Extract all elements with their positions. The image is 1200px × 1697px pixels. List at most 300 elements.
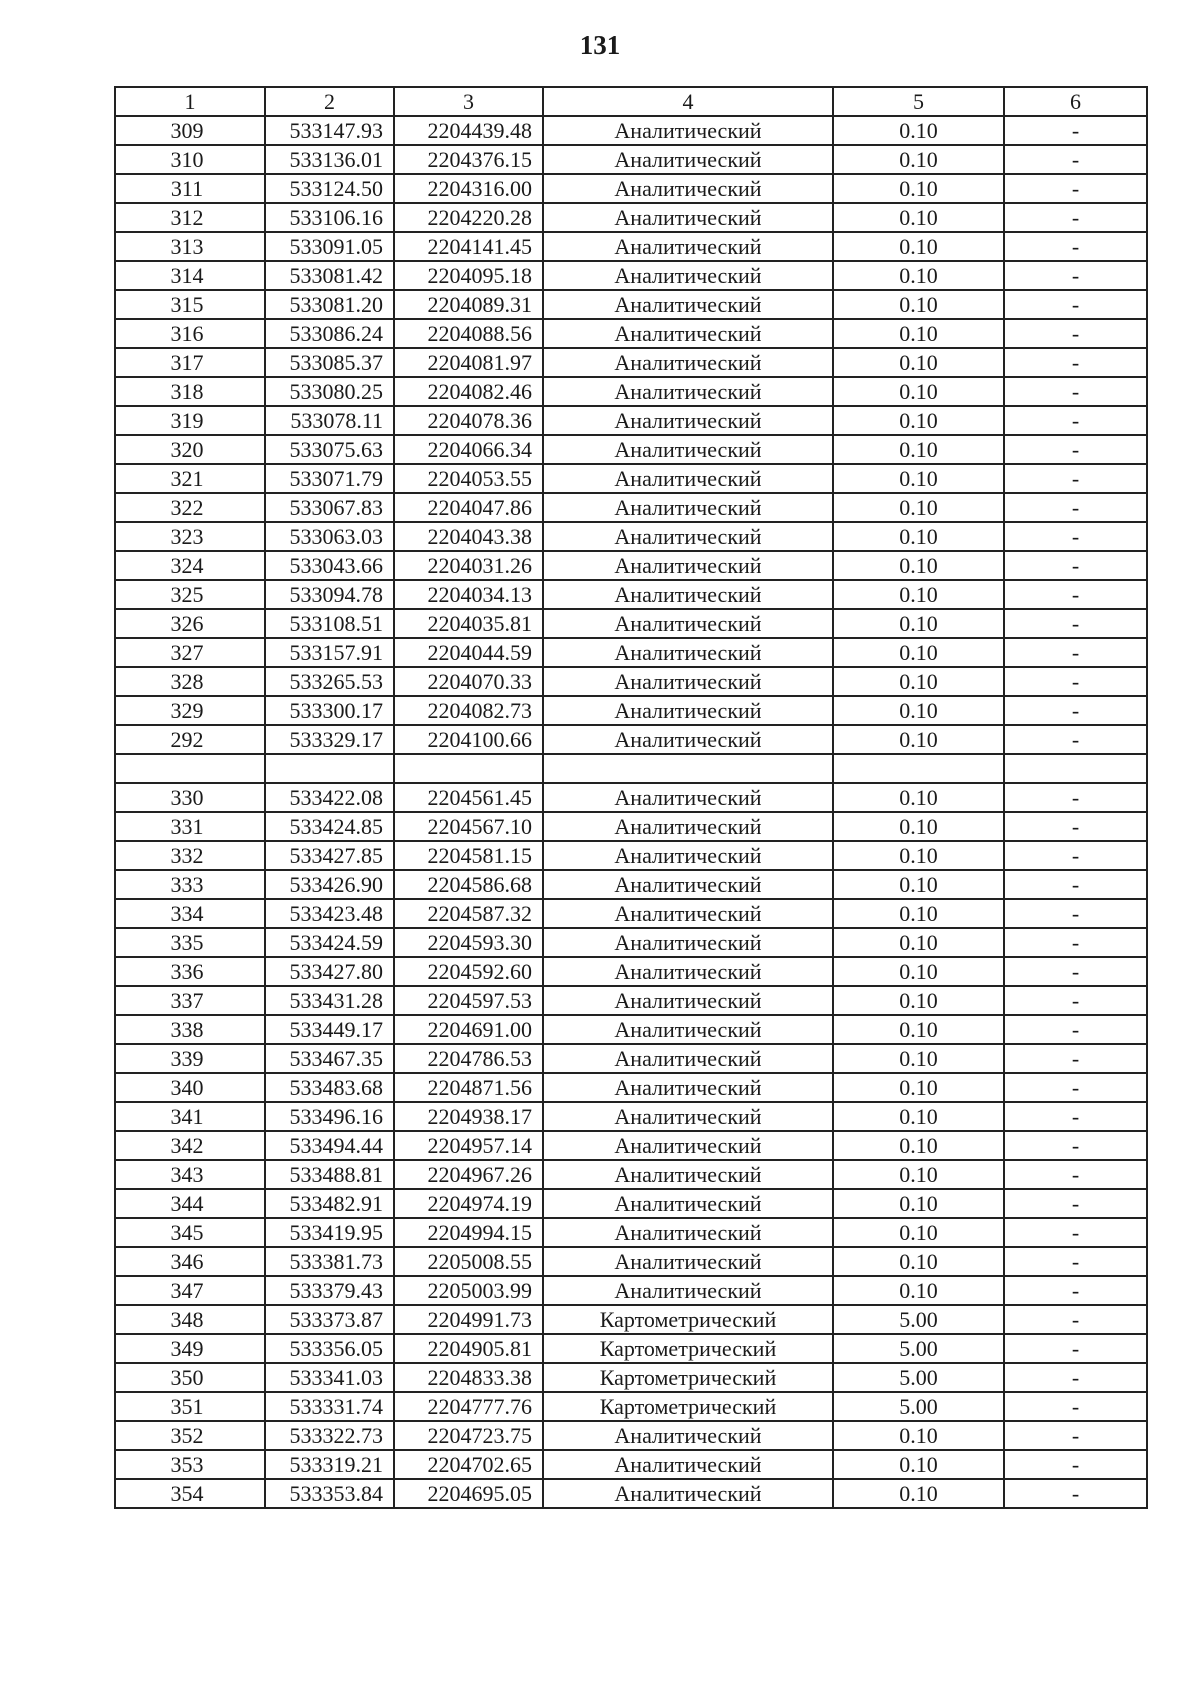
x-coordinate-cell: 533431.28 [265, 986, 394, 1015]
point-number-cell: 317 [115, 348, 265, 377]
point-number-cell: 343 [115, 1160, 265, 1189]
method-cell: Аналитический [543, 1073, 833, 1102]
y-coordinate-cell: 2204082.46 [394, 377, 543, 406]
description-cell: - [1004, 1392, 1147, 1421]
point-number-cell: 325 [115, 580, 265, 609]
method-cell: Аналитический [543, 1479, 833, 1508]
table-header-row [115, 87, 1147, 116]
table-body [115, 116, 1147, 1508]
accuracy-cell: 0.10 [833, 116, 1004, 145]
table-row [115, 290, 1147, 319]
y-coordinate-cell: 2204034.13 [394, 580, 543, 609]
table-row [115, 232, 1147, 261]
table-row [115, 493, 1147, 522]
y-coordinate-cell: 2204439.48 [394, 116, 543, 145]
description-cell: - [1004, 1363, 1147, 1392]
accuracy-cell: 0.10 [833, 957, 1004, 986]
point-number-cell: 332 [115, 841, 265, 870]
method-cell: Аналитический [543, 377, 833, 406]
x-coordinate-cell: 533071.79 [265, 464, 394, 493]
x-coordinate-cell: 533043.66 [265, 551, 394, 580]
method-cell: Аналитический [543, 203, 833, 232]
description-cell: - [1004, 1015, 1147, 1044]
x-coordinate-cell: 533078.11 [265, 406, 394, 435]
table-row [115, 812, 1147, 841]
description-cell: - [1004, 116, 1147, 145]
x-coordinate-cell: 533329.17 [265, 725, 394, 754]
x-coordinate-cell: 533081.42 [265, 261, 394, 290]
point-number-cell: 320 [115, 435, 265, 464]
description-cell: - [1004, 1305, 1147, 1334]
description-cell: - [1004, 232, 1147, 261]
method-cell: Аналитический [543, 957, 833, 986]
point-number-cell: 316 [115, 319, 265, 348]
method-cell: Аналитический [543, 667, 833, 696]
x-coordinate-cell: 533331.74 [265, 1392, 394, 1421]
y-coordinate-cell: 2204081.97 [394, 348, 543, 377]
table-row [115, 754, 1147, 783]
x-coordinate-cell: 533094.78 [265, 580, 394, 609]
description-cell: - [1004, 319, 1147, 348]
point-number-cell: 338 [115, 1015, 265, 1044]
description-cell: - [1004, 1247, 1147, 1276]
x-coordinate-cell: 533319.21 [265, 1450, 394, 1479]
method-cell: Картометрический [543, 1392, 833, 1421]
accuracy-cell: 0.10 [833, 319, 1004, 348]
accuracy-cell: 0.10 [833, 870, 1004, 899]
x-coordinate-cell: 533091.05 [265, 232, 394, 261]
point-number-cell [115, 754, 265, 783]
x-coordinate-cell: 533381.73 [265, 1247, 394, 1276]
description-cell: - [1004, 261, 1147, 290]
point-number-cell: 342 [115, 1131, 265, 1160]
x-coordinate-cell: 533424.85 [265, 812, 394, 841]
y-coordinate-cell: 2204833.38 [394, 1363, 543, 1392]
x-coordinate-cell: 533106.16 [265, 203, 394, 232]
method-cell: Аналитический [543, 348, 833, 377]
accuracy-cell: 0.10 [833, 928, 1004, 957]
description-cell: - [1004, 696, 1147, 725]
y-coordinate-cell: 2205008.55 [394, 1247, 543, 1276]
point-number-cell: 341 [115, 1102, 265, 1131]
table-row [115, 783, 1147, 812]
y-coordinate-cell: 2204078.36 [394, 406, 543, 435]
method-cell: Картометрический [543, 1334, 833, 1363]
x-coordinate-cell: 533353.84 [265, 1479, 394, 1508]
accuracy-cell: 5.00 [833, 1305, 1004, 1334]
point-number-cell: 319 [115, 406, 265, 435]
point-number-cell: 335 [115, 928, 265, 957]
x-coordinate-cell: 533494.44 [265, 1131, 394, 1160]
method-cell: Аналитический [543, 1450, 833, 1479]
accuracy-cell: 5.00 [833, 1392, 1004, 1421]
description-cell: - [1004, 290, 1147, 319]
point-number-cell: 351 [115, 1392, 265, 1421]
description-cell: - [1004, 986, 1147, 1015]
point-number-cell: 340 [115, 1073, 265, 1102]
y-coordinate-cell: 2204786.53 [394, 1044, 543, 1073]
accuracy-cell: 0.10 [833, 696, 1004, 725]
table-row [115, 435, 1147, 464]
description-cell: - [1004, 493, 1147, 522]
accuracy-cell: 0.10 [833, 1015, 1004, 1044]
description-cell: - [1004, 812, 1147, 841]
point-number-cell: 328 [115, 667, 265, 696]
method-cell: Аналитический [543, 406, 833, 435]
accuracy-cell: 0.10 [833, 986, 1004, 1015]
description-cell: - [1004, 464, 1147, 493]
point-number-cell: 314 [115, 261, 265, 290]
y-coordinate-cell: 2204702.65 [394, 1450, 543, 1479]
point-number-cell: 339 [115, 1044, 265, 1073]
x-coordinate-cell: 533265.53 [265, 667, 394, 696]
accuracy-cell: 0.10 [833, 1479, 1004, 1508]
method-cell: Аналитический [543, 725, 833, 754]
method-cell: Аналитический [543, 464, 833, 493]
x-coordinate-cell: 533300.17 [265, 696, 394, 725]
method-cell: Аналитический [543, 522, 833, 551]
accuracy-cell: 0.10 [833, 377, 1004, 406]
y-coordinate-cell: 2204089.31 [394, 290, 543, 319]
point-number-cell: 344 [115, 1189, 265, 1218]
method-cell: Аналитический [543, 899, 833, 928]
y-coordinate-cell: 2204095.18 [394, 261, 543, 290]
accuracy-cell: 0.10 [833, 290, 1004, 319]
description-cell: - [1004, 377, 1147, 406]
y-coordinate-cell [394, 754, 543, 783]
method-cell: Картометрический [543, 1305, 833, 1334]
point-number-cell: 350 [115, 1363, 265, 1392]
y-coordinate-cell: 2204597.53 [394, 986, 543, 1015]
accuracy-cell: 0.10 [833, 203, 1004, 232]
description-cell: - [1004, 1334, 1147, 1363]
accuracy-cell: 0.10 [833, 406, 1004, 435]
method-cell: Аналитический [543, 174, 833, 203]
table-row [115, 1073, 1147, 1102]
description-cell: - [1004, 174, 1147, 203]
point-number-cell: 318 [115, 377, 265, 406]
accuracy-cell: 0.10 [833, 435, 1004, 464]
accuracy-cell: 0.10 [833, 1160, 1004, 1189]
accuracy-cell: 0.10 [833, 522, 1004, 551]
x-coordinate-cell: 533085.37 [265, 348, 394, 377]
point-number-cell: 336 [115, 957, 265, 986]
page-number: 131 [579, 30, 621, 60]
y-coordinate-cell: 2204905.81 [394, 1334, 543, 1363]
table-row [115, 928, 1147, 957]
accuracy-cell: 0.10 [833, 1073, 1004, 1102]
y-coordinate-cell: 2204777.76 [394, 1392, 543, 1421]
method-cell: Аналитический [543, 841, 833, 870]
x-coordinate-cell: 533449.17 [265, 1015, 394, 1044]
y-coordinate-cell: 2205003.99 [394, 1276, 543, 1305]
description-cell: - [1004, 1044, 1147, 1073]
accuracy-cell: 5.00 [833, 1334, 1004, 1363]
description-cell: - [1004, 899, 1147, 928]
method-cell: Аналитический [543, 638, 833, 667]
table-row [115, 725, 1147, 754]
description-cell: - [1004, 1189, 1147, 1218]
y-coordinate-cell: 2204088.56 [394, 319, 543, 348]
y-coordinate-cell: 2204316.00 [394, 174, 543, 203]
accuracy-cell: 0.10 [833, 145, 1004, 174]
table-row [115, 609, 1147, 638]
accuracy-cell: 0.10 [833, 464, 1004, 493]
point-number-cell: 323 [115, 522, 265, 551]
table-row [115, 1044, 1147, 1073]
description-cell: - [1004, 609, 1147, 638]
method-cell: Аналитический [543, 870, 833, 899]
point-number-cell: 331 [115, 812, 265, 841]
x-coordinate-cell [265, 754, 394, 783]
method-cell: Аналитический [543, 1189, 833, 1218]
point-number-cell: 313 [115, 232, 265, 261]
y-coordinate-cell: 2204593.30 [394, 928, 543, 957]
table-row [115, 696, 1147, 725]
x-coordinate-cell: 533379.43 [265, 1276, 394, 1305]
accuracy-cell: 0.10 [833, 261, 1004, 290]
y-coordinate-cell: 2204974.19 [394, 1189, 543, 1218]
y-coordinate-cell: 2204047.86 [394, 493, 543, 522]
point-number-cell: 327 [115, 638, 265, 667]
method-cell: Аналитический [543, 1102, 833, 1131]
accuracy-cell: 0.10 [833, 174, 1004, 203]
description-cell: - [1004, 522, 1147, 551]
table-row [115, 841, 1147, 870]
point-number-cell: 329 [115, 696, 265, 725]
point-number-cell: 352 [115, 1421, 265, 1450]
method-cell: Аналитический [543, 116, 833, 145]
method-cell: Аналитический [543, 319, 833, 348]
description-cell: - [1004, 1421, 1147, 1450]
description-cell: - [1004, 435, 1147, 464]
y-coordinate-cell: 2204871.56 [394, 1073, 543, 1102]
table-row [115, 464, 1147, 493]
description-cell: - [1004, 725, 1147, 754]
x-coordinate-cell: 533075.63 [265, 435, 394, 464]
table-row [115, 986, 1147, 1015]
method-cell: Аналитический [543, 435, 833, 464]
table-row [115, 667, 1147, 696]
accuracy-cell: 0.10 [833, 493, 1004, 522]
table-row [115, 174, 1147, 203]
table-row [115, 522, 1147, 551]
description-cell: - [1004, 638, 1147, 667]
y-coordinate-cell: 2204053.55 [394, 464, 543, 493]
method-cell: Аналитический [543, 696, 833, 725]
accuracy-cell: 0.10 [833, 812, 1004, 841]
y-coordinate-cell: 2204991.73 [394, 1305, 543, 1334]
method-cell: Аналитический [543, 290, 833, 319]
table-row [115, 203, 1147, 232]
table-row [115, 1247, 1147, 1276]
x-coordinate-cell: 533488.81 [265, 1160, 394, 1189]
description-cell: - [1004, 870, 1147, 899]
x-coordinate-cell: 533063.03 [265, 522, 394, 551]
table-row [115, 1102, 1147, 1131]
method-cell: Аналитический [543, 986, 833, 1015]
x-coordinate-cell: 533419.95 [265, 1218, 394, 1247]
column-header-4: 4 [543, 87, 833, 116]
table-row [115, 899, 1147, 928]
y-coordinate-cell: 2204376.15 [394, 145, 543, 174]
y-coordinate-cell: 2204044.59 [394, 638, 543, 667]
x-coordinate-cell: 533147.93 [265, 116, 394, 145]
column-header-1: 1 [115, 87, 265, 116]
point-number-cell: 353 [115, 1450, 265, 1479]
description-cell: - [1004, 1073, 1147, 1102]
x-coordinate-cell: 533422.08 [265, 783, 394, 812]
point-number-cell: 310 [115, 145, 265, 174]
x-coordinate-cell: 533496.16 [265, 1102, 394, 1131]
table-row [115, 1334, 1147, 1363]
accuracy-cell [833, 754, 1004, 783]
table-row [115, 377, 1147, 406]
y-coordinate-cell: 2204035.81 [394, 609, 543, 638]
point-number-cell: 330 [115, 783, 265, 812]
accuracy-cell: 0.10 [833, 783, 1004, 812]
table-row [115, 551, 1147, 580]
y-coordinate-cell: 2204691.00 [394, 1015, 543, 1044]
x-coordinate-cell: 533067.83 [265, 493, 394, 522]
point-number-cell: 349 [115, 1334, 265, 1363]
x-coordinate-cell: 533081.20 [265, 290, 394, 319]
point-number-cell: 309 [115, 116, 265, 145]
y-coordinate-cell: 2204070.33 [394, 667, 543, 696]
accuracy-cell: 0.10 [833, 580, 1004, 609]
table-row [115, 580, 1147, 609]
description-cell: - [1004, 145, 1147, 174]
description-cell: - [1004, 841, 1147, 870]
table-row [115, 261, 1147, 290]
method-cell: Аналитический [543, 145, 833, 174]
description-cell: - [1004, 580, 1147, 609]
column-header-2: 2 [265, 87, 394, 116]
method-cell [543, 754, 833, 783]
description-cell: - [1004, 1102, 1147, 1131]
accuracy-cell: 0.10 [833, 1044, 1004, 1073]
point-number-cell: 354 [115, 1479, 265, 1508]
method-cell: Картометрический [543, 1363, 833, 1392]
description-cell: - [1004, 1450, 1147, 1479]
x-coordinate-cell: 533483.68 [265, 1073, 394, 1102]
table-row [115, 1392, 1147, 1421]
x-coordinate-cell: 533322.73 [265, 1421, 394, 1450]
column-header-5: 5 [833, 87, 1004, 116]
x-coordinate-cell: 533467.35 [265, 1044, 394, 1073]
accuracy-cell: 0.10 [833, 1421, 1004, 1450]
y-coordinate-cell: 2204592.60 [394, 957, 543, 986]
x-coordinate-cell: 533124.50 [265, 174, 394, 203]
method-cell: Аналитический [543, 580, 833, 609]
point-number-cell: 333 [115, 870, 265, 899]
x-coordinate-cell: 533108.51 [265, 609, 394, 638]
x-coordinate-cell: 533482.91 [265, 1189, 394, 1218]
accuracy-cell: 0.10 [833, 667, 1004, 696]
y-coordinate-cell: 2204994.15 [394, 1218, 543, 1247]
column-header-3: 3 [394, 87, 543, 116]
x-coordinate-cell: 533080.25 [265, 377, 394, 406]
table-row [115, 1218, 1147, 1247]
method-cell: Аналитический [543, 783, 833, 812]
point-number-cell: 315 [115, 290, 265, 319]
point-number-cell: 311 [115, 174, 265, 203]
y-coordinate-cell: 2204938.17 [394, 1102, 543, 1131]
point-number-cell: 312 [115, 203, 265, 232]
table-row [115, 1305, 1147, 1334]
x-coordinate-cell: 533423.48 [265, 899, 394, 928]
y-coordinate-cell: 2204957.14 [394, 1131, 543, 1160]
column-header-6: 6 [1004, 87, 1147, 116]
y-coordinate-cell: 2204082.73 [394, 696, 543, 725]
y-coordinate-cell: 2204967.26 [394, 1160, 543, 1189]
point-number-cell: 347 [115, 1276, 265, 1305]
description-cell: - [1004, 957, 1147, 986]
y-coordinate-cell: 2204586.68 [394, 870, 543, 899]
description-cell: - [1004, 783, 1147, 812]
point-number-cell: 292 [115, 725, 265, 754]
point-number-cell: 324 [115, 551, 265, 580]
method-cell: Аналитический [543, 493, 833, 522]
point-number-cell: 322 [115, 493, 265, 522]
method-cell: Аналитический [543, 928, 833, 957]
accuracy-cell: 0.10 [833, 1450, 1004, 1479]
accuracy-cell: 0.10 [833, 609, 1004, 638]
table-row [115, 348, 1147, 377]
table-row [115, 319, 1147, 348]
table-row [115, 1421, 1147, 1450]
description-cell: - [1004, 1218, 1147, 1247]
method-cell: Аналитический [543, 1160, 833, 1189]
description-cell: - [1004, 348, 1147, 377]
y-coordinate-cell: 2204066.34 [394, 435, 543, 464]
accuracy-cell: 0.10 [833, 725, 1004, 754]
method-cell: Аналитический [543, 1131, 833, 1160]
accuracy-cell: 0.10 [833, 1247, 1004, 1276]
method-cell: Аналитический [543, 551, 833, 580]
point-number-cell: 326 [115, 609, 265, 638]
y-coordinate-cell: 2204723.75 [394, 1421, 543, 1450]
y-coordinate-cell: 2204220.28 [394, 203, 543, 232]
x-coordinate-cell: 533157.91 [265, 638, 394, 667]
table-row [115, 145, 1147, 174]
x-coordinate-cell: 533427.80 [265, 957, 394, 986]
description-cell: - [1004, 551, 1147, 580]
x-coordinate-cell: 533136.01 [265, 145, 394, 174]
x-coordinate-cell: 533341.03 [265, 1363, 394, 1392]
description-cell: - [1004, 667, 1147, 696]
table-row [115, 1189, 1147, 1218]
method-cell: Аналитический [543, 1247, 833, 1276]
table-row [115, 1363, 1147, 1392]
description-cell [1004, 754, 1147, 783]
table-row [115, 406, 1147, 435]
accuracy-cell: 0.10 [833, 1131, 1004, 1160]
table-row [115, 957, 1147, 986]
description-cell: - [1004, 1276, 1147, 1305]
accuracy-cell: 5.00 [833, 1363, 1004, 1392]
table-row [115, 1479, 1147, 1508]
accuracy-cell: 0.10 [833, 1189, 1004, 1218]
y-coordinate-cell: 2204043.38 [394, 522, 543, 551]
point-number-cell: 345 [115, 1218, 265, 1247]
x-coordinate-cell: 533356.05 [265, 1334, 394, 1363]
table-row [115, 638, 1147, 667]
method-cell: Аналитический [543, 1421, 833, 1450]
y-coordinate-cell: 2204141.45 [394, 232, 543, 261]
description-cell: - [1004, 1479, 1147, 1508]
point-number-cell: 334 [115, 899, 265, 928]
